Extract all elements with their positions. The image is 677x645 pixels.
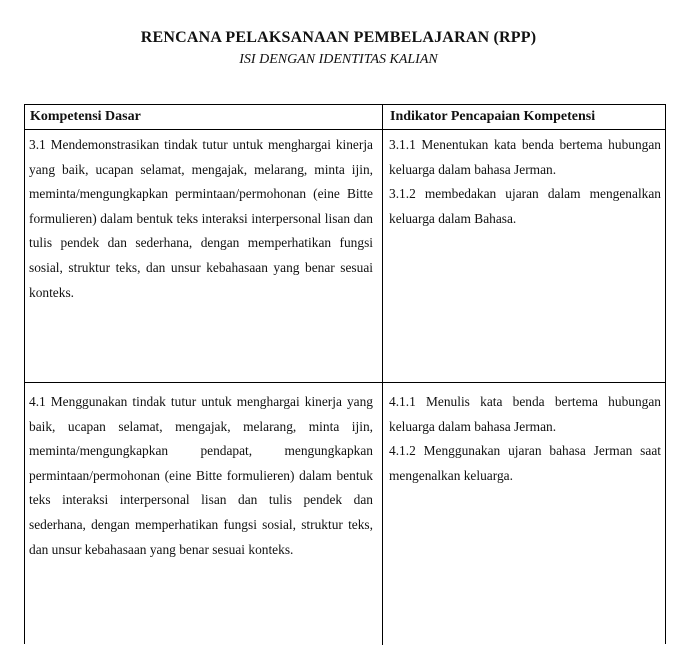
kd-cell-4-1 — [29, 390, 373, 562]
kd-text: 4.1 Menggunakan tindak tutur untuk menghargai kinerja yang baik, ucapan selamat, mengajak, melarang, minta ijin, meminta/mengungkapkan pendapat, mengungkapkan permintaan/permohonan (eine Bitte formulieren) dalam bentuk teks interaksi interpersonal lisan dan tulis pendek dan sederhana, dengan memperhatikan fungsi sosial, struktur teks, dan unsur kebahasaan yang benar sesuai konteks. — [29, 394, 373, 557]
indikator-item: 4.1.2 Menggunakan ujaran bahasa Jerman saat mengenalkan keluarga. — [389, 443, 661, 483]
column-divider — [382, 105, 383, 645]
document-subtitle: ISI DENGAN IDENTITAS KALIAN — [239, 52, 438, 67]
document-title: RENCANA PELAKSANAAN PEMBELAJARAN (RPP) — [140, 29, 537, 46]
header-divider — [25, 129, 665, 130]
row-divider — [25, 382, 665, 383]
indikator-cell-3-1 — [389, 133, 661, 231]
header-kompetensi-dasar: Kompetensi Dasar — [30, 109, 141, 124]
indikator-item: 3.1.2 membedakan ujaran dalam mengenalkan keluarga dalam Bahasa. — [389, 186, 661, 226]
indikator-item: 3.1.1 Menentukan kata benda bertema hubungan keluarga dalam bahasa Jerman. — [389, 137, 661, 177]
kd-cell-3-1 — [29, 133, 373, 305]
indikator-item: 4.1.1 Menulis kata benda bertema hubungan keluarga dalam bahasa Jerman. — [389, 394, 661, 434]
rpp-table — [24, 104, 666, 644]
kd-text: 3.1 Mendemonstrasikan tindak tutur untuk menghargai kinerja yang baik, ucapan selamat, mengajak, melarang, minta ijin, meminta/mengungkapkan permintaan/permohonan (eine Bitte formulieren) dalam bentuk teks interaksi interpersonal lisan dan tulis pendek dan sederhana, dengan memperhatikan fungsi sosial, struktur teks, dan unsur kebahasaan yang benar sesuai konteks. — [29, 137, 373, 300]
header-indikator: Indikator Pencapaian Kompetensi — [390, 109, 596, 124]
indikator-cell-4-1 — [389, 390, 661, 488]
